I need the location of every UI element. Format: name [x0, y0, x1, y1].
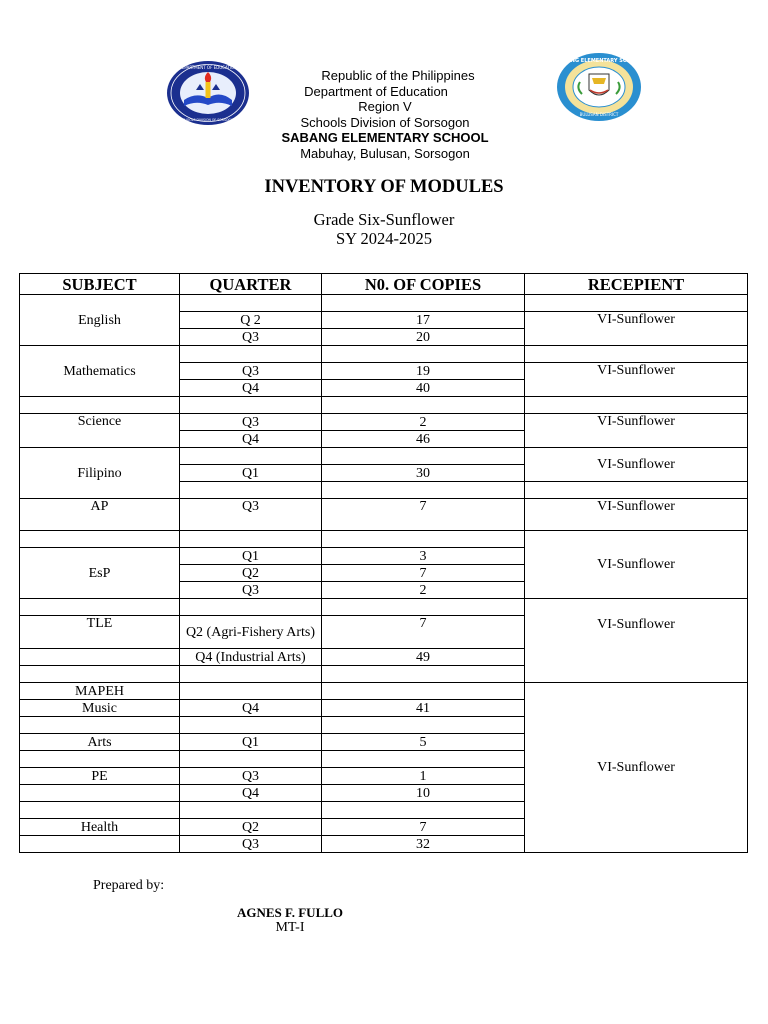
- signatory-position: MT-I: [275, 920, 305, 935]
- copies-cell: 7: [322, 819, 525, 836]
- quarter-cell: Q4: [180, 380, 322, 397]
- copies-cell: 20: [322, 329, 525, 346]
- subject-cell: PE: [20, 768, 180, 785]
- header-copies: N0. OF COPIES: [322, 274, 525, 295]
- quarter-cell: Q4: [180, 431, 322, 448]
- recipient-cell: VI-Sunflower: [525, 312, 748, 346]
- svg-text:SABANG ELEMENTARY SCHOOL: SABANG ELEMENTARY SCHOOL: [556, 58, 642, 64]
- table-row: [20, 397, 748, 414]
- document-subtitle: [0, 210, 768, 248]
- recipient-cell: VI-Sunflower: [525, 414, 748, 448]
- copies-cell: 2: [322, 414, 525, 431]
- copies-cell: 7: [322, 499, 525, 531]
- copies-cell: 32: [322, 836, 525, 853]
- subject-cell: EsP: [20, 548, 180, 599]
- quarter-cell: Q2: [180, 565, 322, 582]
- copies-cell: 19: [322, 363, 525, 380]
- subject-cell: Music: [20, 700, 180, 717]
- table-row: [20, 346, 748, 363]
- quarter-cell: Q3: [180, 582, 322, 599]
- recipient-cell: VI-Sunflower: [525, 599, 748, 683]
- copies-cell: 2: [322, 582, 525, 599]
- quarter-cell: Q1: [180, 548, 322, 565]
- table-row: [20, 683, 748, 700]
- subject-cell: MAPEH: [20, 683, 180, 700]
- header-line-department: Department of Education: [304, 83, 448, 99]
- subject-cell: Filipino: [20, 448, 180, 499]
- table-row: [20, 414, 748, 431]
- subject-cell: Mathematics: [20, 346, 180, 397]
- svg-text:BULUSAN DISTRICT: BULUSAN DISTRICT: [579, 112, 619, 117]
- subject-cell: Arts: [20, 734, 180, 751]
- svg-text:SCHOOLS DIVISION OF SORSOGON: SCHOOLS DIVISION OF SORSOGON: [180, 118, 236, 122]
- quarter-cell: Q3: [180, 499, 322, 531]
- table-row: [20, 599, 748, 616]
- copies-cell: 10: [322, 785, 525, 802]
- signature-block: [200, 905, 380, 935]
- copies-cell: 7: [322, 565, 525, 582]
- letterhead: [230, 68, 540, 161]
- school-name: SABANG ELEMENTARY SCHOOL: [281, 130, 489, 145]
- header-line-republic: Republic of the Philippines: [321, 68, 475, 83]
- quarter-cell: Q2 (Agri-Fishery Arts): [180, 616, 322, 649]
- subject-cell: English: [20, 295, 180, 346]
- copies-cell: 49: [322, 649, 525, 666]
- quarter-cell: Q4: [180, 700, 322, 717]
- copies-cell: 1: [322, 768, 525, 785]
- quarter-cell: Q4: [180, 785, 322, 802]
- quarter-cell: Q1: [180, 734, 322, 751]
- copies-cell: 30: [322, 465, 525, 482]
- quarter-cell: Q3: [180, 329, 322, 346]
- subject-cell: TLE: [20, 616, 180, 649]
- recipient-cell: VI-Sunflower: [525, 531, 748, 599]
- document-title: INVENTORY OF MODULES: [264, 177, 504, 197]
- header-line-region: Region V: [358, 99, 412, 114]
- header-line-division: Schools Division of Sorsogon: [300, 114, 470, 130]
- table-row: [20, 448, 748, 465]
- grade-section: Grade Six-Sunflower: [313, 210, 455, 229]
- school-address: Mabuhay, Bulusan, Sorsogon: [300, 145, 470, 161]
- table-row: [20, 531, 748, 548]
- quarter-cell: Q3: [180, 414, 322, 431]
- header-quarter: QUARTER: [180, 274, 322, 295]
- recipient-cell: VI-Sunflower: [525, 499, 748, 531]
- header-subject: SUBJECT: [20, 274, 180, 295]
- copies-cell: 41: [322, 700, 525, 717]
- copies-cell: 17: [322, 312, 525, 329]
- copies-cell: 46: [322, 431, 525, 448]
- subject-cell: AP: [20, 499, 180, 531]
- subject-cell: Health: [20, 819, 180, 836]
- copies-cell: 40: [322, 380, 525, 397]
- signatory-name: AGNES F. FULLO: [236, 905, 344, 920]
- copies-cell: 7: [322, 616, 525, 649]
- copies-cell: 5: [322, 734, 525, 751]
- recipient-cell: VI-Sunflower: [525, 683, 748, 853]
- header-recipient: RECEPIENT: [525, 274, 748, 295]
- quarter-cell: Q3: [180, 768, 322, 785]
- school-year: SY 2024-2025: [335, 229, 433, 248]
- quarter-cell: Q3: [180, 836, 322, 853]
- recipient-cell: VI-Sunflower: [525, 448, 748, 482]
- table-header-row: [20, 274, 748, 295]
- quarter-cell: Q 2: [180, 312, 322, 329]
- sabang-school-seal-logo: [556, 52, 642, 122]
- table-row: [20, 295, 748, 312]
- quarter-cell: Q3: [180, 363, 322, 380]
- copies-cell: 3: [322, 548, 525, 565]
- quarter-cell: Q2: [180, 819, 322, 836]
- subject-cell: Science: [20, 414, 180, 448]
- inventory-table: [19, 273, 748, 853]
- prepared-by-label: Prepared by:: [93, 878, 165, 893]
- recipient-cell: VI-Sunflower: [525, 363, 748, 397]
- table-row: [20, 499, 748, 531]
- svg-text:DEPARTMENT OF EDUCATION: DEPARTMENT OF EDUCATION: [178, 65, 238, 70]
- quarter-cell: Q1: [180, 465, 322, 482]
- quarter-cell: Q4 (Industrial Arts): [180, 649, 322, 666]
